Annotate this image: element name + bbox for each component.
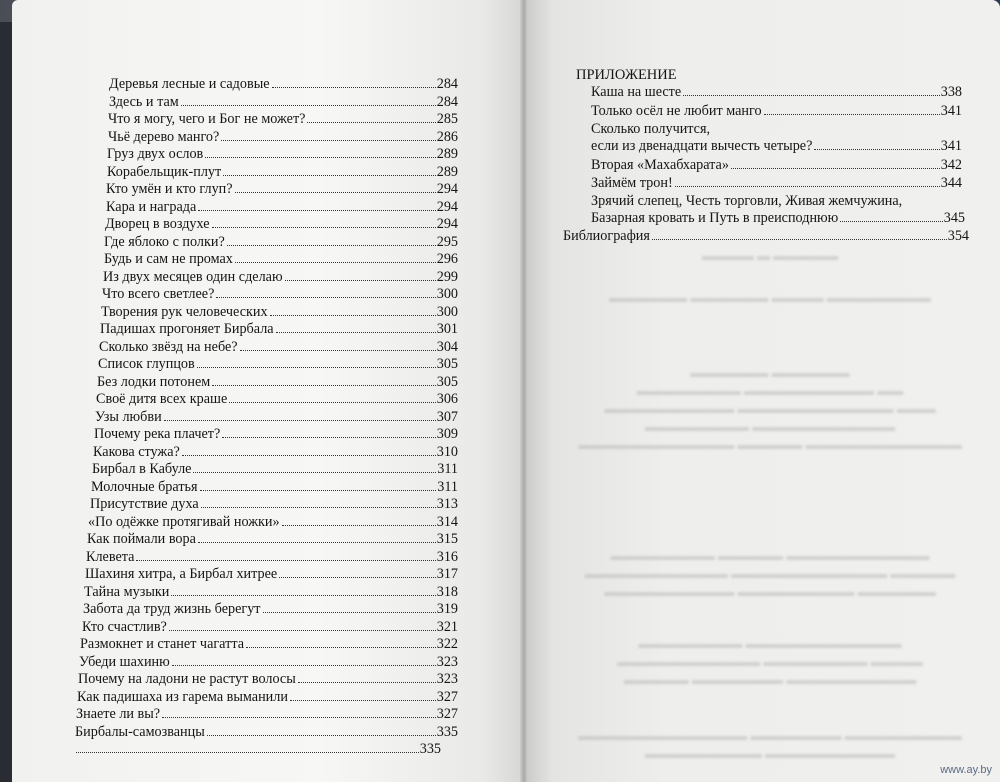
toc-entry-title: Корабельщик-плут [107,164,222,180]
toc-leader-dots [207,735,436,736]
show-through-text: ▬▬▬▬▬▬▬▬ ▬▬▬▬▬ ▬▬▬▬▬▬▬▬▬▬▬ [610,548,930,563]
toc-entry-title: Узы любви [95,409,162,425]
show-through-text: ▬▬▬▬▬▬▬▬ ▬▬▬▬▬▬▬▬▬▬ ▬▬ [636,383,904,398]
toc-entry-title: Почему на ладони не растут волосы [78,671,296,687]
toc-entry-title: Сколько звёзд на небе? [99,339,238,355]
toc-entry-title: Как поймали вора [87,531,196,547]
toc-leader-dots [235,262,436,263]
toc-leader-dots [200,490,437,491]
toc-leader-dots [282,525,436,526]
toc-entry [104,251,458,267]
toc-entry-title: Бирбалы-самозванцы [75,724,205,740]
toc-entry-title: если из двенадцати вычесть четыре? [591,138,813,154]
toc-entry-title: Из двух месяцев один сделаю [103,269,283,285]
toc-entry [74,741,441,757]
toc-entry [107,164,458,180]
toc-entry-title: Убеди шахиню [79,654,170,670]
toc-leader-dots [193,472,436,473]
toc-entry-title: Кто умён и кто глуп? [106,181,233,197]
toc-entry-page: 285 [436,111,458,127]
toc-entry-page: 314 [436,514,458,530]
toc-entry-title: Какова стужа? [93,444,180,460]
toc-leader-dots [164,420,436,421]
toc-entry-title: Каша на шесте [591,84,682,100]
toc-leader-dots [222,437,435,438]
toc-entry-page: 284 [436,76,458,92]
toc-entry-title: Здесь и там [109,94,179,110]
toc-entry-page: 323 [436,654,458,670]
toc-entry [100,321,458,337]
toc-entry-page: 309 [436,426,458,442]
toc-entry-title: Размокнет и станет чагатта [80,636,244,652]
toc-entry [591,157,962,173]
toc-leader-dots [198,210,435,211]
toc-entry-title: Кто счастлив? [82,619,167,635]
toc-leader-dots [212,385,435,386]
toc-entry-title: Что всего светлее? [102,286,215,302]
toc-entry [109,76,458,92]
show-through-text: ▬▬▬▬▬▬▬▬ ▬▬▬▬▬▬▬▬▬▬▬ [644,419,896,434]
toc-leader-dots [169,630,436,631]
toc-entry-page: 307 [436,409,458,425]
toc-leader-dots [223,175,435,176]
toc-leader-dots [162,717,436,718]
toc-entry-title: Список глупцов [98,356,195,372]
toc-entry [102,286,458,302]
toc-entry-page: 284 [436,94,458,110]
toc-entry-page: 310 [436,444,458,460]
toc-entry-page: 313 [436,496,458,512]
toc-leader-dots [205,157,435,158]
toc-entry [591,84,962,100]
toc-leader-dots [675,186,940,187]
toc-entry-page: 322 [436,636,458,652]
toc-entry-title: Клевета [86,549,135,565]
toc-leader-dots [216,297,435,298]
toc-entry-title: Деревья лесные и садовые [109,76,270,92]
toc-entry-page: 335 [419,741,441,757]
toc-entry-page: 335 [436,724,458,740]
toc-leader-dots [764,114,940,115]
toc-leader-dots [246,647,436,648]
toc-entry [79,654,458,670]
toc-entry [90,496,458,512]
toc-leader-dots [235,192,436,193]
toc-entry [84,584,458,600]
toc-entry-page: 294 [436,181,458,197]
toc-entry-page: 317 [436,566,458,582]
toc-entry-page: 306 [436,391,458,407]
toc-entry-page: 338 [940,84,962,100]
show-through-text: ▬▬▬▬▬▬▬▬ ▬▬▬▬▬▬▬▬▬▬▬▬ [638,636,902,651]
show-through-text: ▬▬▬▬▬▬▬▬▬▬ ▬▬▬▬▬▬▬▬▬ ▬▬▬▬▬▬ [604,584,936,599]
toc-leader-dots [285,280,436,281]
toc-entry [87,531,458,547]
toc-entry-title: Присутствие духа [90,496,199,512]
toc-entry-title: Как падишаха из гарема выманили [77,689,288,705]
toc-entry-page: 300 [436,286,458,302]
toc-entry-page: 323 [436,671,458,687]
toc-leader-dots [731,168,940,169]
toc-entry-title: Груз двух ослов [107,146,204,162]
toc-entry-title: Знаете ли вы? [76,706,161,722]
toc-entry-page: 305 [436,374,458,390]
toc-entry-title: Творения рук человеческих [101,304,268,320]
toc-entry [91,479,458,495]
toc-entry [77,689,458,705]
toc-leader-dots [683,95,940,96]
toc-entry-title: «По одёжке протягивай ножки» [88,514,280,530]
toc-leader-dots [814,149,939,150]
toc-leader-dots [276,332,436,333]
watermark: www.ay.by [940,764,992,776]
toc-entry-page: 341 [940,138,962,154]
toc-entry-page: 327 [436,689,458,705]
toc-entry-page: 318 [436,584,458,600]
toc-entry-page: 294 [436,216,458,232]
toc-entry [101,304,458,320]
show-through-text: ▬▬▬▬▬ ▬▬▬▬▬▬▬ ▬▬▬▬▬▬▬▬▬▬ [623,672,917,687]
toc-leader-dots [212,227,436,228]
toc-entry [99,339,458,355]
toc-entry-title: Молочные братья [91,479,198,495]
toc-entry-title: Своё дитя всех краше [96,391,228,407]
toc-entry-page: 354 [947,228,969,244]
toc-entry [98,356,458,372]
toc-entry [97,374,458,390]
show-through-text: ▬▬▬▬▬▬▬▬▬▬▬ ▬▬▬▬▬▬▬▬▬▬▬▬ ▬▬▬▬▬ [584,566,956,581]
toc-leader-dots [290,700,436,701]
toc-leader-dots [840,221,942,222]
toc-entry [109,94,458,110]
toc-entry-title: Бирбал в Кабуле [92,461,192,477]
toc-leader-dots [229,402,435,403]
toc-entry-page: 316 [436,549,458,565]
toc-entry [86,549,458,565]
toc-entry-title: Забота да труд жизнь берегут [83,601,261,617]
toc-entry-title: Тайна музыки [84,584,170,600]
toc-leader-dots [279,577,436,578]
toc-leader-dots [270,315,436,316]
show-through-text: ▬▬▬▬▬▬▬▬▬ ▬▬▬▬▬▬▬▬▬▬ [644,746,896,761]
toc-entry-title: Только осёл не любит манго [591,103,762,119]
toc-entry [95,409,458,425]
toc-leader-dots [201,507,436,508]
appendix-heading: ПРИЛОЖЕНИЕ [576,67,677,83]
toc-entry-page: 294 [436,199,458,215]
show-through-text: ▬▬▬▬ ▬ ▬▬▬▬▬ [701,248,839,263]
toc-entry [106,199,458,215]
toc-leader-dots [227,245,436,246]
toc-leader-dots [652,239,947,240]
toc-entry-page: 319 [436,601,458,617]
toc-entry [92,461,458,477]
toc-entry [105,216,458,232]
toc-entry-title: Что я могу, чего и Бог не может? [108,111,306,127]
toc-entry-title: Чьё дерево манго? [108,129,220,145]
toc-entry [93,444,458,460]
toc-entry-title: Вторая «Махабхарата» [591,157,729,173]
toc-entry-page: 305 [436,356,458,372]
book-spine [520,0,528,782]
toc-entry [75,724,458,740]
toc-leader-dots [263,612,436,613]
toc-entry [82,619,458,635]
toc-entry-page: 344 [940,175,962,191]
toc-entry-title: Займём трон! [591,175,673,191]
toc-entry-title: Без лодки потонем [97,374,211,390]
toc-entry-title: Будь и сам не промах [104,251,233,267]
toc-entry [108,129,458,145]
toc-entry-page: 295 [436,234,458,250]
show-through-text: ▬▬▬▬▬▬ ▬▬▬▬▬▬ ▬▬▬▬ ▬▬▬▬▬▬▬▬ [609,290,931,305]
toc-entry-title: Базарная кровать и Путь в преисподнюю [591,210,839,226]
toc-entry-title: Библиография [563,228,650,244]
toc-entry-title: Дворец в воздухе [105,216,210,232]
toc-leader-dots [272,87,436,88]
toc-entry-page: 327 [436,706,458,722]
toc-leader-dots [181,105,436,106]
toc-entry [591,103,962,119]
toc-leader-dots [240,350,436,351]
show-through-text: ▬▬▬▬▬▬ ▬▬▬▬▬▬ [690,365,850,380]
toc-entry [88,514,458,530]
toc-entry-page: 299 [436,269,458,285]
toc-entry-page: 289 [436,146,458,162]
toc-entry-page: 342 [940,157,962,173]
toc-entry [108,111,458,127]
toc-entry [85,566,458,582]
toc-entry [94,426,458,442]
show-through-text: ▬▬▬▬▬▬▬▬▬▬▬▬ ▬▬▬▬▬ ▬▬▬▬▬▬▬▬▬▬▬▬ [578,437,962,452]
toc-entry-page: 301 [436,321,458,337]
toc-entry [83,601,458,617]
toc-leader-dots [136,560,435,561]
toc-leader-dots [197,367,436,368]
toc-entry-title: Зрячий слепец, Честь торговли, Живая жемчужина, [591,193,903,209]
toc-entry-page: 345 [943,210,965,226]
toc-entry-page: 311 [437,479,458,495]
toc-entry [96,391,458,407]
toc-entry-page: 341 [940,103,962,119]
toc-entry-page: 286 [436,129,458,145]
toc-leader-dots [307,122,435,123]
toc-leader-dots [221,140,435,141]
toc-entry [591,138,962,154]
toc-entry-page: 315 [436,531,458,547]
toc-leader-dots [76,752,419,753]
toc-entry [78,671,458,687]
show-through-text: ▬▬▬▬▬▬▬▬▬▬▬ ▬▬▬▬▬▬▬▬ ▬▬▬▬ [617,654,923,669]
toc-entry [591,210,965,226]
toc-leader-dots [298,682,436,683]
toc-entry-page: 304 [436,339,458,355]
toc-leader-dots [182,455,436,456]
toc-entry [104,234,458,250]
toc-leader-dots [172,665,436,666]
toc-entry [107,146,458,162]
toc-entry [563,228,969,244]
toc-entry-title: Падишах прогоняет Бирбала [100,321,274,337]
toc-entry-page: 296 [436,251,458,267]
toc-entry [591,175,962,191]
toc-entry-page: 311 [437,461,458,477]
toc-entry-title: Шахиня хитра, а Бирбал хитрее [85,566,278,582]
show-through-text: ▬▬▬▬▬▬▬▬▬▬▬▬▬ ▬▬▬▬▬▬▬ ▬▬▬▬▬▬▬▬▬ [578,728,962,743]
toc-entry-page: 289 [436,164,458,180]
toc-entry-page: 300 [436,304,458,320]
toc-entry-title: Сколько получится, [591,121,711,137]
toc-leader-dots [171,595,435,596]
toc-leader-dots [198,542,436,543]
toc-entry-title: Где яблоко с полки? [104,234,225,250]
toc-entry [80,636,458,652]
toc-entry [106,181,458,197]
toc-entry [76,706,458,722]
toc-entry-title: Кара и награда [106,199,197,215]
show-through-text: ▬▬▬▬▬▬▬▬▬▬ ▬▬▬▬▬▬▬▬▬▬▬▬ ▬▬▬ [604,401,936,416]
toc-entry-title: Почему река плачет? [94,426,221,442]
toc-entry-page: 321 [436,619,458,635]
toc-entry [103,269,458,285]
